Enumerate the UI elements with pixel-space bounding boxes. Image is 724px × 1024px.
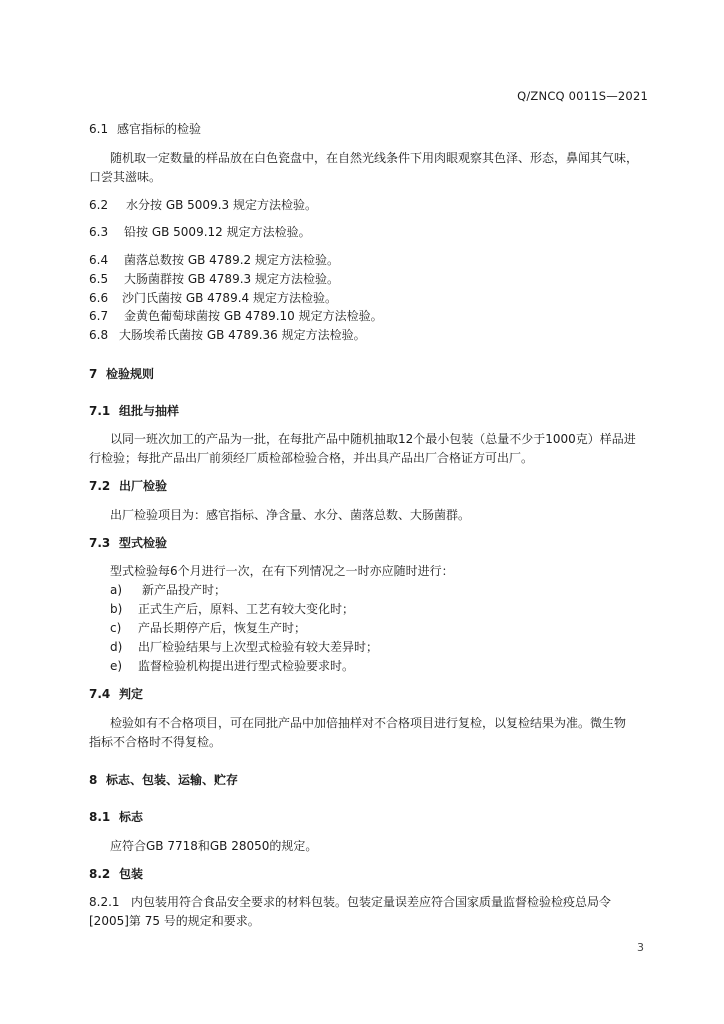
clause-8-2-1-line-1 xyxy=(89,894,611,910)
clause-title: 出厂检验 xyxy=(119,479,168,493)
clause-text: 沙门氏菌按 GB 4789.4 规定方法检验。 xyxy=(122,291,337,305)
clause-title: 包装 xyxy=(119,867,144,881)
clause-text: 金黄色葡萄球菌按 GB 4789.10 规定方法检验。 xyxy=(124,309,383,323)
clause-8-2-heading xyxy=(89,866,143,882)
clause-text: 内包装用符合食品安全要求的材料包装。包装定量误差应符合国家质量监督检验检疫总局令 xyxy=(131,895,612,909)
clause-number: 6.5 xyxy=(89,272,109,286)
clause-6-1-para-line-2: 口尝其滋味。 xyxy=(89,170,162,184)
list-marker: e) xyxy=(110,659,123,673)
clause-8-1-heading xyxy=(89,809,143,825)
clause-title: 判定 xyxy=(119,687,144,701)
chapter-title: 检验规则 xyxy=(106,367,155,381)
doc-code: Q/ZNCQ 0011S—2021 xyxy=(517,89,648,103)
clause-7-4-para-line-1: 检验如有不合格项目，可在同批产品中加倍抽样对不合格项目进行复检，以复检结果为准。微生物 xyxy=(110,716,627,730)
clause-number: 7.1 xyxy=(89,404,111,418)
chapter-number: 8 xyxy=(89,773,98,787)
clause-title: 型式检验 xyxy=(119,536,168,550)
clause-7-4-para-line-2: 指标不合格时不得复检。 xyxy=(89,735,222,749)
list-marker: d) xyxy=(110,640,123,654)
clause-6-4 xyxy=(89,252,339,268)
clause-7-1-para-line-1: 以同一班次加工的产品为一批，在每批产品中随机抽取12个最小包装（总量不少于1000克）样品进 xyxy=(110,432,636,446)
list-item xyxy=(110,658,354,674)
clause-number: 8.2.1 xyxy=(89,895,120,909)
clause-number: 7.3 xyxy=(89,536,111,550)
clause-number: 8.2 xyxy=(89,867,111,881)
clause-number: 6.8 xyxy=(89,328,109,342)
clause-6-6 xyxy=(89,290,337,306)
clause-number: 6.2 xyxy=(89,198,109,212)
clause-7-2-heading xyxy=(89,478,167,494)
chapter-number: 7 xyxy=(89,367,98,381)
clause-8-1-para: 应符合GB 7718和GB 28050的规定。 xyxy=(110,839,318,853)
list-marker: c) xyxy=(110,621,122,635)
chapter-title: 标志、包装、运输、贮存 xyxy=(106,773,239,787)
chapter-7-heading xyxy=(89,366,154,382)
list-text: 出厂检验结果与上次型式检验有较大差异时； xyxy=(138,640,379,654)
clause-title: 组批与抽样 xyxy=(119,404,180,418)
clause-number: 8.1 xyxy=(89,810,111,824)
list-item xyxy=(110,639,378,655)
clause-6-7 xyxy=(89,308,383,324)
chapter-8-heading xyxy=(89,772,238,788)
clause-6-2 xyxy=(89,197,317,213)
clause-text: 大肠菌群按 GB 4789.3 规定方法检验。 xyxy=(124,272,339,286)
list-text: 监督检验机构提出进行型式检验要求时。 xyxy=(138,659,355,673)
list-item xyxy=(110,620,306,636)
clause-6-5 xyxy=(89,271,339,287)
clause-number: 6.4 xyxy=(89,253,109,267)
clause-6-1-heading xyxy=(89,121,201,137)
clause-text: 菌落总数按 GB 4789.2 规定方法检验。 xyxy=(124,253,339,267)
clause-text: 水分按 GB 5009.3 规定方法检验。 xyxy=(126,198,317,212)
clause-number: 7.4 xyxy=(89,687,111,701)
clause-number: 6.6 xyxy=(89,291,109,305)
list-text: 产品长期停产后，恢复生产时； xyxy=(138,621,307,635)
page-number: 3 xyxy=(637,941,644,954)
list-marker: b) xyxy=(110,602,123,616)
list-text: 正式生产后，原料、工艺有较大变化时； xyxy=(138,602,355,616)
list-item xyxy=(110,601,354,617)
clause-text: 铅按 GB 5009.12 规定方法检验。 xyxy=(124,225,311,239)
clause-7-1-heading xyxy=(89,403,179,419)
clause-text: 大肠埃希氏菌按 GB 4789.36 规定方法检验。 xyxy=(119,328,366,342)
clause-7-3-heading xyxy=(89,535,167,551)
clause-7-1-para-line-2: 行检验；每批产品出厂前须经厂质检部检验合格，并出具产品出厂合格证方可出厂。 xyxy=(89,451,534,465)
clause-number: 6.1 xyxy=(89,122,109,136)
clause-number: 6.3 xyxy=(89,225,109,239)
clause-title: 标志 xyxy=(119,810,144,824)
clause-number: 7.2 xyxy=(89,479,111,493)
list-marker: a) xyxy=(110,583,123,597)
clause-7-2-para: 出厂检验项目为：感官指标、净含量、水分、菌落总数、大肠菌群。 xyxy=(110,508,471,522)
clause-7-3-para: 型式检验每6个月进行一次，在有下列情况之一时亦应随时进行： xyxy=(110,564,454,578)
clause-6-3 xyxy=(89,224,311,240)
clause-6-1-para-line-1: 随机取一定数量的样品放在白色瓷盘中，在自然光线条件下用肉眼观察其色泽、形态，鼻闻其气味， xyxy=(110,151,639,165)
list-text: 新产品投产时； xyxy=(142,583,227,597)
clause-title: 感官指标的检验 xyxy=(117,122,202,136)
list-item xyxy=(110,582,226,598)
clause-7-4-heading xyxy=(89,686,143,702)
clause-number: 6.7 xyxy=(89,309,109,323)
clause-8-2-1-line-2: [2005]第 75 号的规定和要求。 xyxy=(89,914,260,928)
clause-6-8 xyxy=(89,327,366,343)
